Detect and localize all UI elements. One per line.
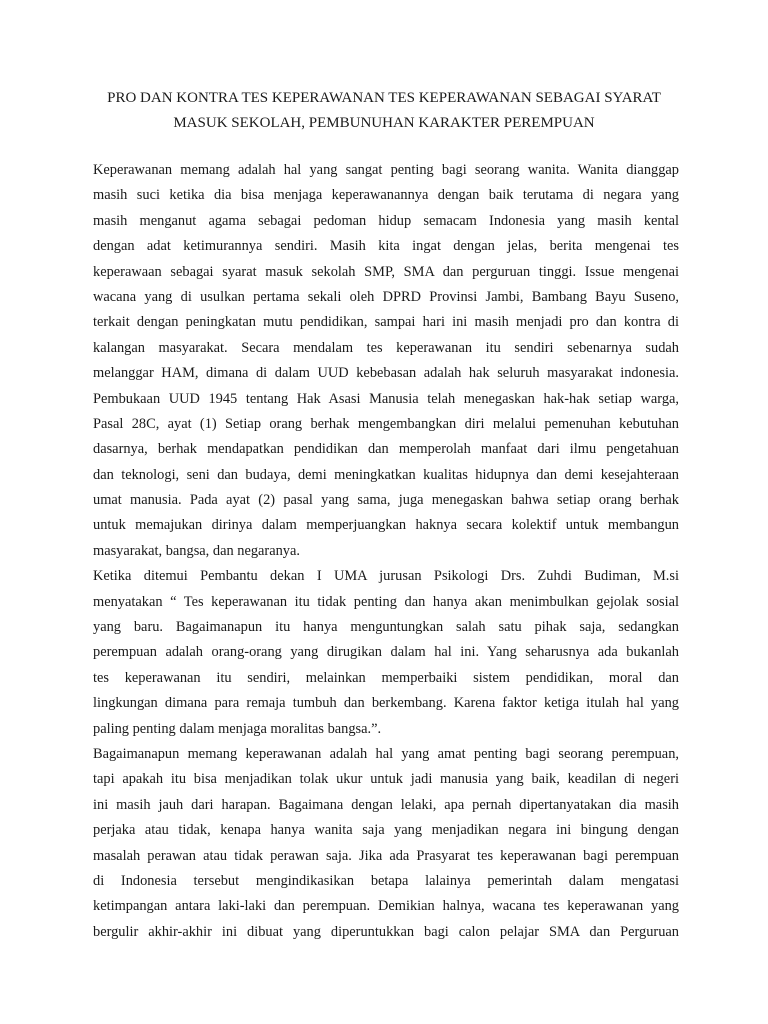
text-line: Bagaimanapun memang keperawanan adalah hal yang amat penting bagi seorang perempuan,	[93, 745, 679, 762]
text-line: ini masih jauh dari harapan. Bagaimana dengan lelaki, apa pernah dipertanyatakan dia masih	[93, 796, 679, 813]
text-line: ketimpangan antara laki-laki dan perempuan. Demikian halnya, wacana tes keperawanan yang	[93, 898, 679, 915]
text-line: dasarnya, berhak mendapatkan pendidikan dan memperolah manfaat dari ilmu pengetahuan	[93, 441, 679, 458]
title-line: MASUK SEKOLAH, PEMBUNUHAN KARAKTER PEREMPUAN	[173, 115, 595, 131]
text-line: dan teknologi, seni dan budaya, demi meningkatkan kualitas hidupnya dan demi kesejahteraan	[93, 466, 679, 483]
text-line: Ketika ditemui Pembantu dekan I UMA jurusan Psikologi Drs. Zuhdi Budiman, M.si	[93, 568, 679, 585]
text-line: dengan adat ketimurannya sendiri. Masih kita ingat dengan jelas, berita mengenai tes	[93, 238, 679, 255]
text-line: masih suci ketika dia bisa menjaga keperawanannya dengan baik terutama di negara yang	[93, 187, 679, 204]
text-line: Keperawanan memang adalah hal yang sangat penting bagi seorang wanita. Wanita dianggap	[93, 162, 679, 178]
text-line: paling penting dalam menjaga moralitas bangsa.”.	[93, 720, 382, 737]
title-line: PRO DAN KONTRA TES KEPERAWANAN TES KEPERAWANAN SEBAGAI SYARAT	[107, 90, 661, 106]
text-line: masalah perawan atau tidak perawan saja. Jika ada Prasyarat tes keperawanan bagi perempuan	[93, 847, 679, 864]
text-line: melanggar HAM, dimana di dalam UUD kebebasan adalah hak seluruh masyarakat indonesia.	[93, 365, 679, 382]
text-line: di Indonesia tersebut mengindikasikan betapa lalainya pemerintah dalam mengatasi	[93, 872, 679, 889]
text-line: keperawaan sebagai syarat masuk sekolah SMP, SMA dan perguruan tinggi. Issue mengenai	[93, 263, 679, 280]
text-line: perempuan adalah orang-orang yang dirugikan dalam hal ini. Yang seharusnya ada bukanlah	[93, 644, 679, 661]
text-line: wacana yang di usulkan pertama sekali oleh DPRD Provinsi Jambi, Bambang Bayu Suseno,	[93, 288, 679, 305]
text-line: tes keperawanan itu sendiri, melainkan memperbaiki sistem pendidikan, moral dan	[93, 669, 679, 686]
text-line: tapi apakah itu bisa menjadikan tolak ukur untuk jadi manusia yang baik, keadilan di negeri	[93, 771, 679, 788]
text-line: Pembukaan UUD 1945 tentang Hak Asasi Manusia telah menegaskan hak-hak setiap warga,	[93, 390, 679, 407]
text-line: masih menganut agama sebagai pedoman hidup semacam Indonesia yang masih kental	[93, 212, 679, 229]
text-line: lingkungan dimana para remaja tumbuh dan berkembang. Karena faktor ketiga itulah hal yang	[93, 695, 679, 712]
text-line: masyarakat, bangsa, dan negaranya.	[93, 542, 300, 559]
text-line: untuk memajukan dirinya dalam memperjuangkan haknya secara kolektif untuk membangun	[93, 517, 679, 534]
text-line: Pasal 28C, ayat (1) Setiap orang berhak mengembangkan diri melalui pemenuhan kebutuhan	[93, 415, 679, 432]
text-line: terkait dengan peningkatan mutu pendidikan, sampai hari ini masih menjadi pro dan kontra di	[93, 314, 679, 331]
document-title	[80, 86, 688, 136]
text-line: perjaka atau tidak, kenapa hanya wanita saja yang menjadikan negara ini bingung dengan	[93, 822, 679, 839]
document-body	[93, 158, 679, 945]
text-line: kalangan masyarakat. Secara mendalam tes keperawanan itu sendiri sebenarnya sudah	[93, 339, 679, 356]
text-line: bergulir akhir-akhir ini dibuat yang diperuntukkan bagi calon pelajar SMA dan Perguruan	[93, 923, 679, 940]
text-line: umat manusia. Pada ayat (2) pasal yang sama, juga menegaskan bahwa setiap orang berhak	[93, 492, 679, 509]
text-line: yang baru. Bagaimanapun itu hanya menguntungkan salah satu pihak saja, sedangkan	[93, 619, 679, 636]
text-line: menyatakan “ Tes keperawanan itu tidak penting dan hanya akan menimbulkan gejolak sosial	[93, 593, 679, 610]
